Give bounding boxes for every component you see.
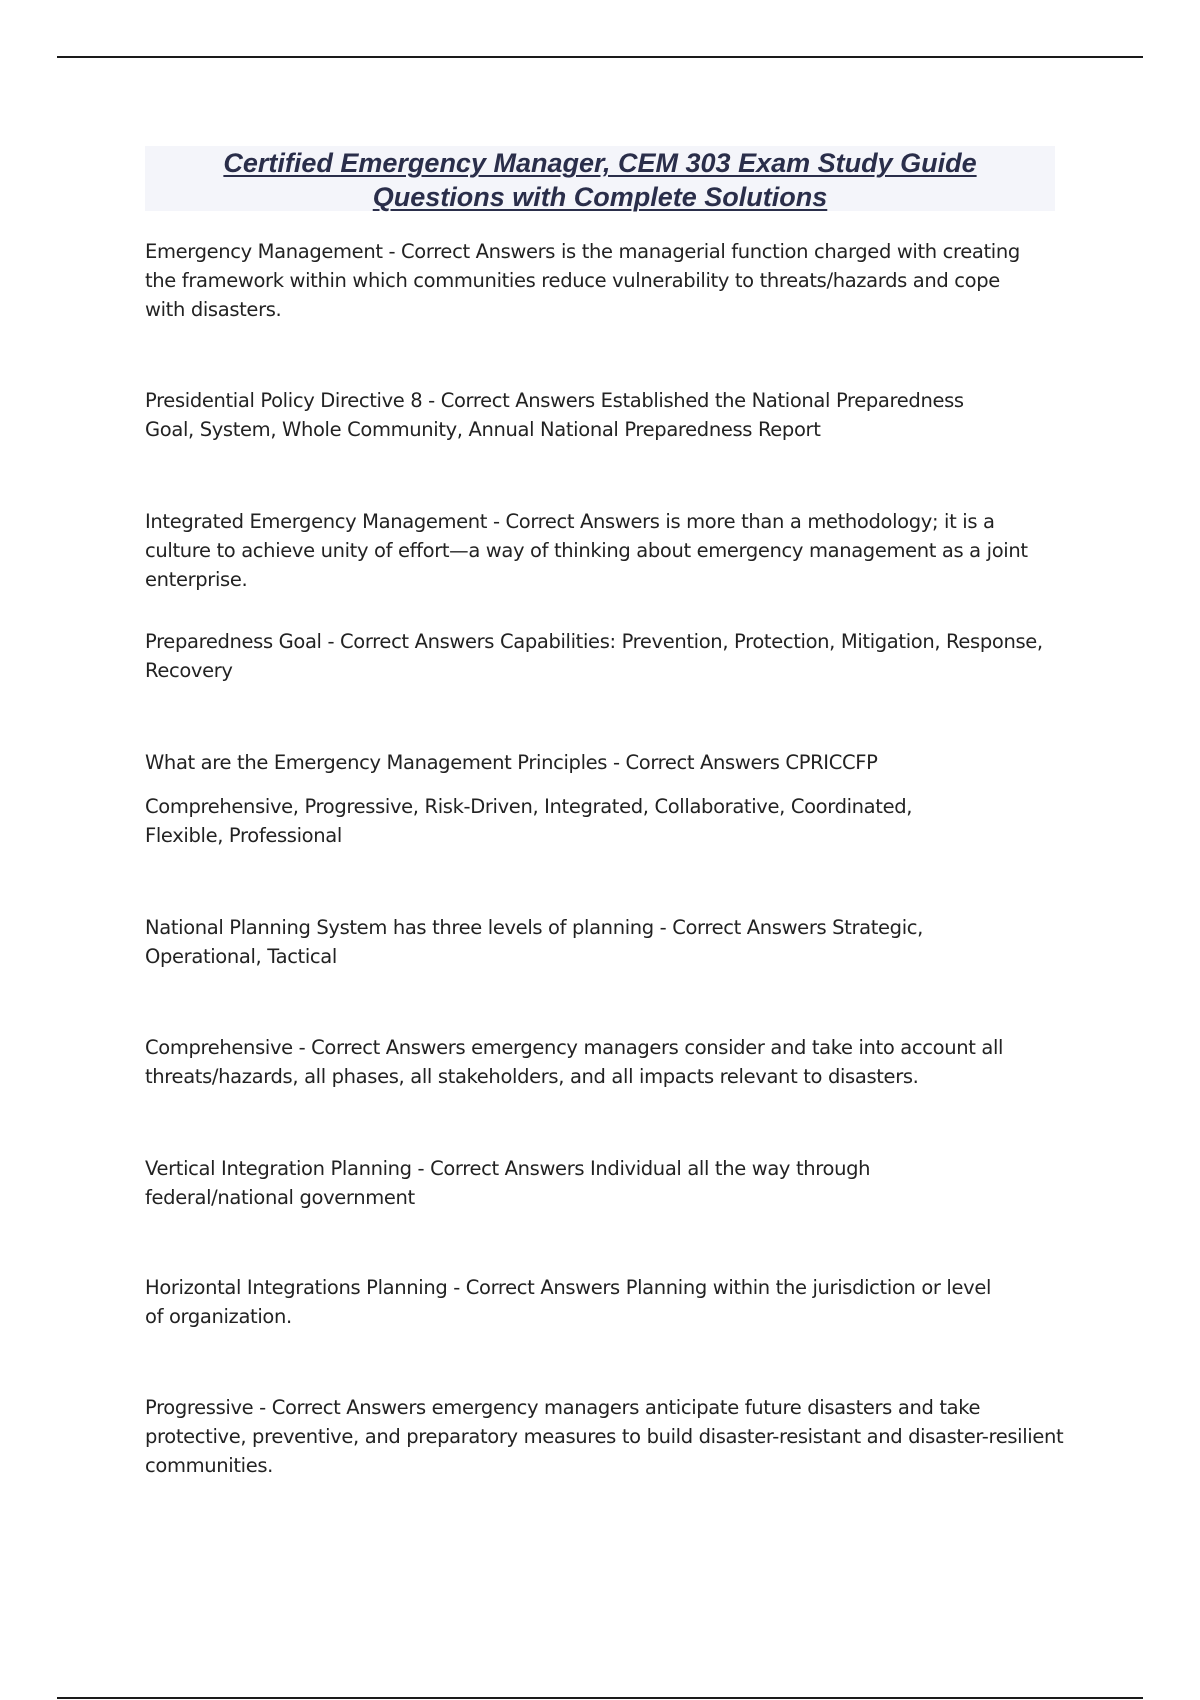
qa-entry-em-principles: What are the Emergency Management Principles - Correct Answers CPRICCFP <box>145 751 878 774</box>
qa-entry-horizontal-integration: Horizontal Integrations Planning - Correct Answers Planning within the jurisdiction or level of organization. <box>145 1276 992 1328</box>
qa-entry-national-planning-system: National Planning System has three levels of planning - Correct Answers Strategic, Operational, Tactical <box>145 916 923 968</box>
qa-entry-progressive: Progressive - Correct Answers emergency managers anticipate future disasters and take protective, preventive, and preparatory measures to build disaster-resistant and disaster-resilient communities. <box>145 1396 1064 1477</box>
title-line-2: Questions with Complete Solutions <box>372 182 828 212</box>
qa-entry-integrated-em: Integrated Emergency Management - Correct Answers is more than a methodology; it is a culture to achieve unity of effort—a way of thinking about emergency management as a joint enterprise. <box>145 510 1028 591</box>
qa-entry-emergency-management: Emergency Management - Correct Answers is the managerial function charged with creating the framework within which communities reduce vulnerability to threats/hazards and cope with disasters. <box>145 240 1020 321</box>
footer-rule <box>57 1697 1143 1699</box>
qa-entry-comprehensive: Comprehensive - Correct Answers emergency managers consider and take into account all threats/hazards, all phases, all stakeholders, and all impacts relevant to disasters. <box>145 1036 1004 1088</box>
title-line-1: Certified Emergency Manager, CEM 303 Exam Study Guide <box>223 148 977 178</box>
header-rule <box>57 56 1143 58</box>
document-title <box>145 146 1055 211</box>
qa-entry-preparedness-goal: Preparedness Goal - Correct Answers Capabilities: Prevention, Protection, Mitigation, Response, Recovery <box>145 630 1043 682</box>
qa-entry-ppd-8: Presidential Policy Directive 8 - Correct Answers Established the National Preparedness Goal, System, Whole Community, Annual National Preparedness Report <box>145 389 964 441</box>
qa-entry-principles-list: Comprehensive, Progressive, Risk-Driven, Integrated, Collaborative, Coordinated, Flexible, Professional <box>145 795 913 847</box>
qa-entry-vertical-integration: Vertical Integration Planning - Correct Answers Individual all the way through federal/national government <box>145 1157 871 1209</box>
